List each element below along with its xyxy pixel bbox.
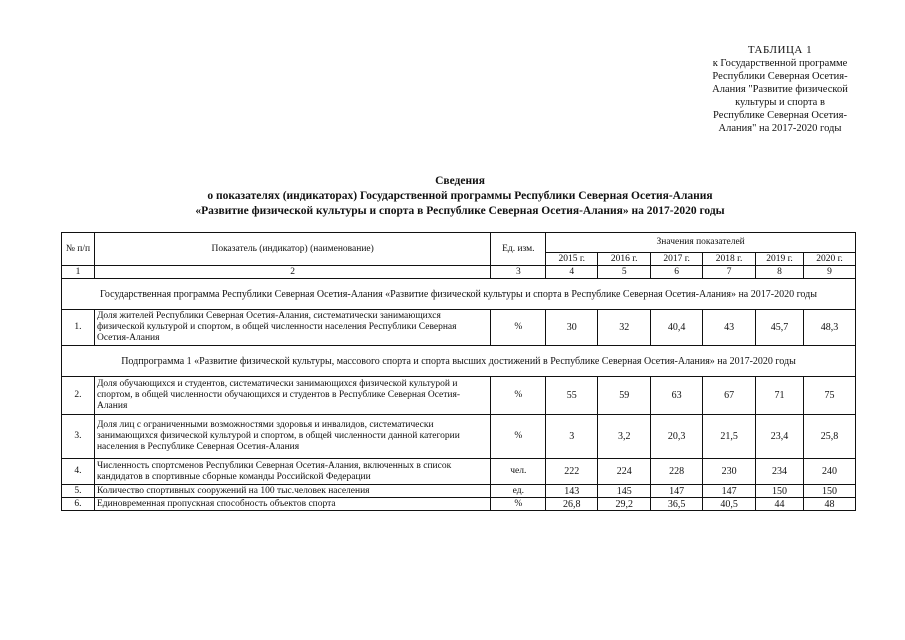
row-value: 48,3 <box>803 310 855 346</box>
column-number: 4 <box>546 266 598 279</box>
row-unit: % <box>491 377 546 415</box>
row-value: 29,2 <box>598 498 651 511</box>
column-number-row <box>62 266 856 279</box>
annex-line: Алания" на 2017-2020 годы <box>718 123 842 134</box>
table-row <box>62 377 856 415</box>
annex-line: Республике Северная Осетия- <box>713 110 847 121</box>
table-row <box>62 498 856 511</box>
row-value: 30 <box>546 310 598 346</box>
row-value: 224 <box>598 459 651 485</box>
table-row <box>62 415 856 459</box>
row-value: 21,5 <box>703 415 756 459</box>
row-value: 147 <box>703 485 756 498</box>
header-year: 2019 г. <box>756 253 804 266</box>
row-unit: % <box>491 498 546 511</box>
header-year: 2017 г. <box>651 253 703 266</box>
row-value: 147 <box>651 485 703 498</box>
row-value: 43 <box>703 310 756 346</box>
program-section-title: Государственная программа Республики Северная Осетия-Алания «Развитие физической культуры и спорта в Республике Северная Осетия-Алания» на 2017-2020 годы <box>62 279 856 310</box>
header-indicator: Показатель (индикатор) (наименование) <box>94 233 490 266</box>
row-value: 55 <box>546 377 598 415</box>
row-value: 45,7 <box>756 310 804 346</box>
row-value: 240 <box>803 459 855 485</box>
table-header-row <box>62 233 856 253</box>
heading-program-name: «Развитие физической культуры и спорта в Республике Северная Осетия-Алания» на 2017-2020 годы <box>195 205 725 217</box>
row-unit: чел. <box>491 459 546 485</box>
annex-line: культуры и спорта в <box>735 97 825 108</box>
row-value: 75 <box>803 377 855 415</box>
row-num: 2. <box>62 377 95 415</box>
row-value: 145 <box>598 485 651 498</box>
column-number: 3 <box>491 266 546 279</box>
row-indicator: Доля обучающихся и студентов, систематически занимающихся физической культурой и спортом, в общей численности обучающихся и студентов в Республике Северная Осетия-Алания <box>94 377 490 415</box>
column-number: 9 <box>803 266 855 279</box>
row-value: 3 <box>546 415 598 459</box>
table-row <box>62 310 856 346</box>
annex-line: Алания "Развитие физической <box>712 84 848 95</box>
row-value: 59 <box>598 377 651 415</box>
row-value: 26,8 <box>546 498 598 511</box>
column-number: 8 <box>756 266 804 279</box>
row-indicator: Количество спортивных сооружений на 100 тыс.человек населения <box>94 485 490 498</box>
row-value: 40,5 <box>703 498 756 511</box>
row-value: 20,3 <box>651 415 703 459</box>
row-value: 143 <box>546 485 598 498</box>
document-heading <box>60 174 860 219</box>
section-row <box>62 346 856 377</box>
header-num: № п/п <box>62 233 95 266</box>
heading-subtitle: о показателях (индикаторах) Государственной программы Республики Северная Осетия-Алания <box>207 190 713 202</box>
row-value: 222 <box>546 459 598 485</box>
row-value: 48 <box>803 498 855 511</box>
row-indicator: Единовременная пропускная способность объектов спорта <box>94 498 490 511</box>
row-value: 234 <box>756 459 804 485</box>
column-number: 2 <box>94 266 490 279</box>
row-value: 23,4 <box>756 415 804 459</box>
table-annex-caption <box>690 44 870 135</box>
row-value: 63 <box>651 377 703 415</box>
row-value: 150 <box>756 485 804 498</box>
row-indicator: Доля жителей Республики Северная Осетия-Алания, систематически занимающихся физической культурой и спортом, в общей численности населения Республики Северная Осетия-Алания <box>94 310 490 346</box>
row-value: 40,4 <box>651 310 703 346</box>
header-unit: Ед. изм. <box>491 233 546 266</box>
row-unit: ед. <box>491 485 546 498</box>
row-unit: % <box>491 310 546 346</box>
header-year: 2016 г. <box>598 253 651 266</box>
row-unit: % <box>491 415 546 459</box>
row-num: 6. <box>62 498 95 511</box>
column-number: 1 <box>62 266 95 279</box>
row-num: 1. <box>62 310 95 346</box>
annex-line: Республики Северная Осетия- <box>712 71 848 82</box>
row-value: 3,2 <box>598 415 651 459</box>
table-row <box>62 459 856 485</box>
row-value: 67 <box>703 377 756 415</box>
row-value: 32 <box>598 310 651 346</box>
header-values: Значения показателей <box>546 233 856 253</box>
indicators-table <box>61 232 856 511</box>
table-row <box>62 485 856 498</box>
header-year: 2020 г. <box>803 253 855 266</box>
row-value: 44 <box>756 498 804 511</box>
column-number: 5 <box>598 266 651 279</box>
row-value: 71 <box>756 377 804 415</box>
row-num: 4. <box>62 459 95 485</box>
column-number: 7 <box>703 266 756 279</box>
column-number: 6 <box>651 266 703 279</box>
row-indicator: Доля лиц с ограниченными возможностями здоровья и инвалидов, систематически занимающихся физической культурой и спортом, в общей численности данной категории населения в Республике Северная Осетия-Алания <box>94 415 490 459</box>
row-value: 230 <box>703 459 756 485</box>
row-num: 3. <box>62 415 95 459</box>
heading-title: Сведения <box>435 175 485 187</box>
subprogram-section-title: Подпрограмма 1 «Развитие физической культуры, массового спорта и спорта высших достижений в Республике Северная Осетия-Алания» на 2017-2020 годы <box>62 346 856 377</box>
header-year: 2015 г. <box>546 253 598 266</box>
row-indicator: Численность спортсменов Республики Северная Осетия-Алания, включенных в список кандидатов в спортивные сборные команды Российской Федерации <box>94 459 490 485</box>
row-num: 5. <box>62 485 95 498</box>
annex-title: ТАБЛИЦА 1 <box>747 44 813 56</box>
annex-line: к Государственной программе <box>712 58 848 69</box>
row-value: 25,8 <box>803 415 855 459</box>
row-value: 36,5 <box>651 498 703 511</box>
section-row <box>62 279 856 310</box>
row-value: 150 <box>803 485 855 498</box>
header-year: 2018 г. <box>703 253 756 266</box>
row-value: 228 <box>651 459 703 485</box>
